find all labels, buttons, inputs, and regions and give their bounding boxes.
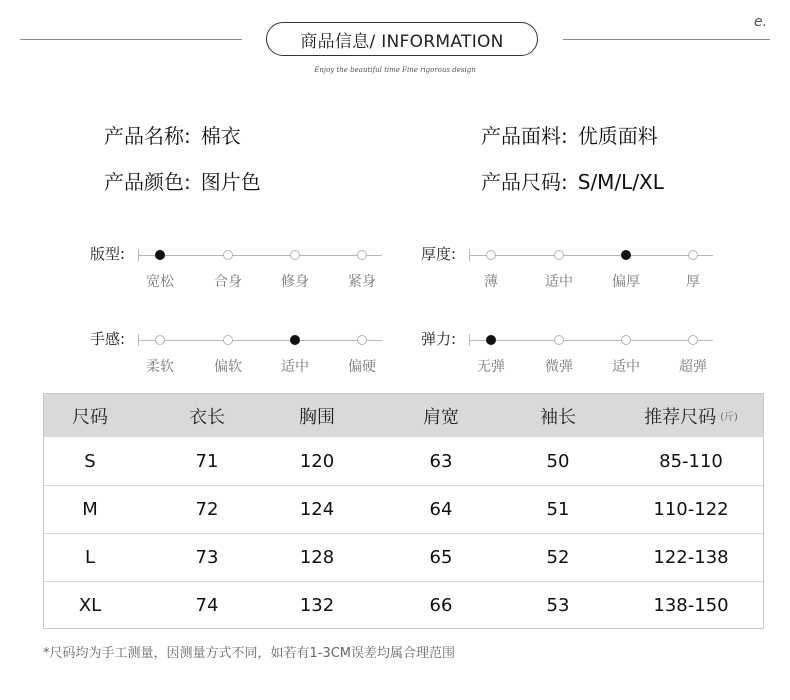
scale-option-label: 偏软 bbox=[214, 359, 242, 375]
scale-track bbox=[469, 255, 713, 256]
table-cell: 65 bbox=[429, 546, 453, 568]
table-cell: 51 bbox=[546, 498, 570, 520]
scale-node bbox=[554, 250, 564, 260]
scale-node bbox=[688, 250, 698, 260]
scale-node-selected bbox=[155, 250, 165, 260]
section-title: 商品信息/ INFORMATION bbox=[266, 22, 538, 56]
table-cell: 128 bbox=[299, 546, 335, 568]
table-cell: 85-110 bbox=[659, 450, 723, 472]
header-recommend: 推荐尺码 (斤) bbox=[644, 406, 738, 428]
scale-node bbox=[688, 335, 698, 345]
info-product-color bbox=[104, 166, 261, 195]
table-cell: M bbox=[82, 498, 98, 520]
scale-fit bbox=[90, 243, 390, 303]
table-cell: 72 bbox=[195, 498, 219, 520]
scale-node bbox=[621, 335, 631, 345]
scale-node bbox=[554, 335, 564, 345]
scale-option-label: 超弹 bbox=[679, 359, 707, 375]
table-row bbox=[44, 485, 763, 533]
scale-node bbox=[223, 335, 233, 345]
table-cell: 52 bbox=[546, 546, 570, 568]
info-label: 产品面料: bbox=[481, 124, 568, 148]
scale-node-selected bbox=[486, 335, 496, 345]
section-tagline: Enjoy the beautiful time Fine rigorous design bbox=[314, 66, 476, 74]
table-cell: 132 bbox=[299, 594, 335, 616]
table-cell: 64 bbox=[429, 498, 453, 520]
scale-node-selected bbox=[290, 335, 300, 345]
info-label: 产品颜色: bbox=[104, 170, 191, 194]
scale-node bbox=[357, 335, 367, 345]
header-shoulder: 肩宽 bbox=[423, 406, 459, 428]
scale-node bbox=[357, 250, 367, 260]
scale-track bbox=[138, 255, 382, 256]
header-length: 衣长 bbox=[189, 406, 225, 428]
measurement-note: *尺码均为手工测量，因测量方式不同，如若有1-3CM误差均属合理范围 bbox=[43, 646, 456, 661]
info-value: 优质面料 bbox=[577, 124, 658, 148]
scale-node-selected bbox=[621, 250, 631, 260]
table-header-row bbox=[44, 394, 763, 437]
info-value: S/M/L/XL bbox=[577, 170, 664, 194]
header-size: 尺码 bbox=[72, 406, 108, 428]
scale-option-label: 薄 bbox=[484, 274, 498, 290]
scale-node bbox=[486, 250, 496, 260]
scale-option-label: 修身 bbox=[281, 274, 309, 290]
scale-option-label: 合身 bbox=[214, 274, 242, 290]
table-cell: S bbox=[84, 450, 96, 472]
scale-node bbox=[155, 335, 165, 345]
scale-elasticity bbox=[421, 328, 721, 388]
table-cell: 71 bbox=[195, 450, 219, 472]
scale-option-label: 偏硬 bbox=[348, 359, 376, 375]
table-cell: 122-138 bbox=[653, 546, 729, 568]
table-cell: 53 bbox=[546, 594, 570, 616]
scale-option-label: 宽松 bbox=[146, 274, 174, 290]
scale-option-label: 柔软 bbox=[146, 359, 174, 375]
scale-option-label: 紧身 bbox=[348, 274, 376, 290]
header-rule-left bbox=[20, 39, 242, 40]
scale-label: 手感: bbox=[90, 330, 126, 348]
info-product-name bbox=[104, 120, 241, 149]
table-row bbox=[44, 437, 763, 485]
table-cell: 63 bbox=[429, 450, 453, 472]
scale-option-label: 无弹 bbox=[477, 359, 505, 375]
scale-option-label: 适中 bbox=[281, 359, 309, 375]
info-product-fabric bbox=[481, 120, 658, 149]
table-cell: 73 bbox=[195, 546, 219, 568]
corner-mark: e. bbox=[754, 14, 768, 30]
header-sleeve: 袖长 bbox=[540, 406, 576, 428]
table-cell: 120 bbox=[299, 450, 335, 472]
info-value: 图片色 bbox=[200, 170, 261, 194]
scale-track bbox=[138, 340, 382, 341]
table-cell: 66 bbox=[429, 594, 453, 616]
scale-option-label: 适中 bbox=[545, 274, 573, 290]
info-label: 产品名称: bbox=[104, 124, 191, 148]
scale-node bbox=[223, 250, 233, 260]
scale-option-label: 厚 bbox=[686, 274, 700, 290]
table-cell: 138-150 bbox=[653, 594, 729, 616]
scale-node bbox=[290, 250, 300, 260]
table-row bbox=[44, 581, 763, 629]
header-chest: 胸围 bbox=[299, 406, 335, 428]
scale-label: 弹力: bbox=[421, 330, 457, 348]
scale-track bbox=[469, 340, 713, 341]
table-cell: XL bbox=[78, 594, 102, 616]
table-cell: 50 bbox=[546, 450, 570, 472]
recommend-unit: (斤) bbox=[720, 412, 738, 423]
table-cell: 74 bbox=[195, 594, 219, 616]
table-cell: 124 bbox=[299, 498, 335, 520]
info-product-size bbox=[481, 166, 664, 195]
table-cell: 110-122 bbox=[653, 498, 729, 520]
scale-option-label: 微弹 bbox=[545, 359, 573, 375]
scale-handfeel bbox=[90, 328, 390, 388]
scale-option-label: 适中 bbox=[612, 359, 640, 375]
scale-label: 厚度: bbox=[421, 245, 457, 263]
scale-label: 版型: bbox=[90, 245, 126, 263]
scale-option-label: 偏厚 bbox=[612, 274, 640, 290]
size-table bbox=[43, 393, 764, 629]
table-row bbox=[44, 533, 763, 581]
scale-thickness bbox=[421, 243, 721, 303]
info-label: 产品尺码: bbox=[481, 170, 568, 194]
info-value: 棉衣 bbox=[200, 124, 241, 148]
table-cell: L bbox=[84, 546, 96, 568]
header-rule-right bbox=[563, 39, 770, 40]
